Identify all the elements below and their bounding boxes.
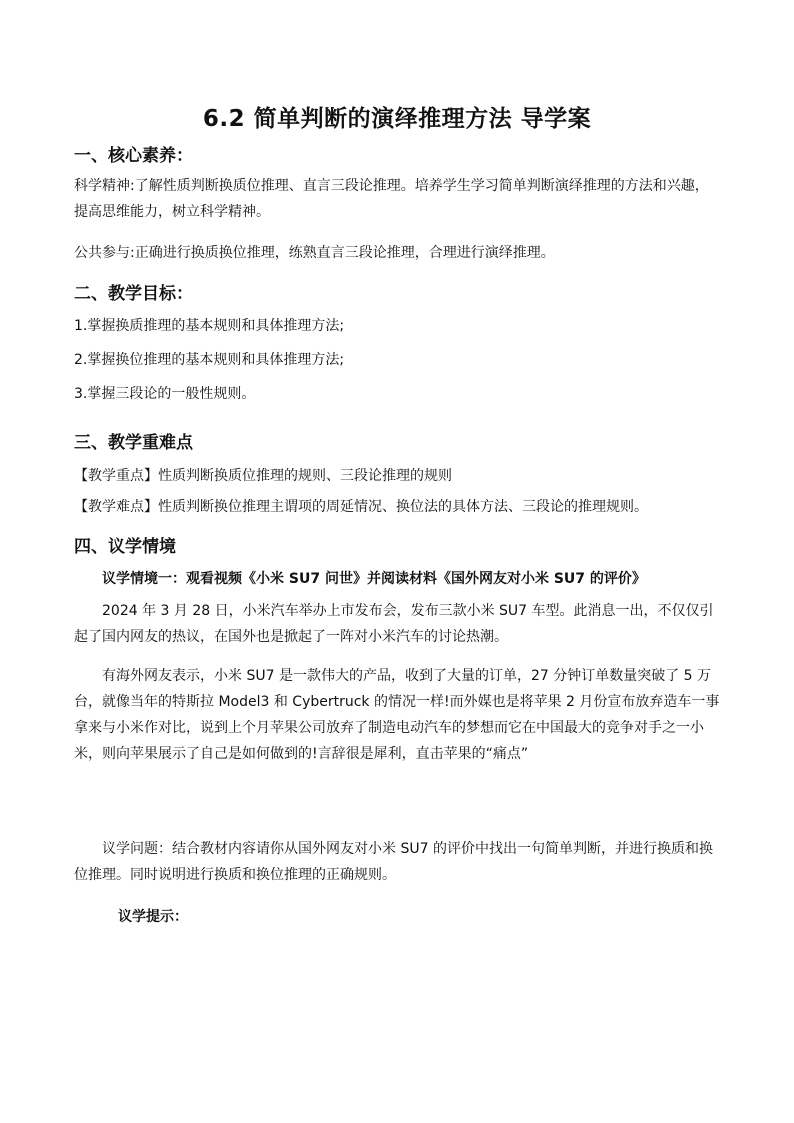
paragraph-public-participation: 公共参与:正确进行换质换位推理，练熟直言三段论推理，合理进行演绎推理。 — [74, 245, 555, 261]
section-heading-teaching-goals: 二、教学目标： — [74, 284, 193, 304]
paragraph-science-spirit: 科学精神:了解性质判断换质位推理、直言三段论推理。培养学生学习简单判断演绎推理的方法和兴趣，提高思维能力，树立科学精神。 — [74, 178, 709, 220]
teaching-difficult-point: 【教学难点】性质判断换位推理主谓项的周延情况、换位法的具体方法、三段论的推理规则。 — [74, 499, 648, 515]
goal-item-1: 1.掌握换质推理的基本规则和具体推理方法; — [74, 318, 345, 334]
scenario-paragraph-2: 有海外网友表示，小米 SU7 是一款伟大的产品，收到了大量的订单，27 分钟订单数量突破了 5 万台，就像当年的特斯拉 Model3 和 Cybertruck 的情况一样!而外媒也是将苹果 2 月份宣布放弃造车一事拿来与小米作对比，说到上个月苹果公司放弃了制造电动汽车的梦想而它在中国最大的竞争对手之一小米，则向苹果展示了自己是如何做到的!言辞很是犀利，直击苹果的“痛点” — [74, 668, 720, 762]
scenario-paragraph-1: 2024 年 3 月 28 日，小米汽车举办上市发布会，发布三款小米 SU7 车型。此消息一出，不仅仅引起了国内网友的热议，在国外也是掀起了一阵对小米汽车的讨论热潮。 — [74, 603, 714, 645]
goal-item-2: 2.掌握换位推理的基本规则和具体推理方法; — [74, 352, 345, 368]
section-heading-key-difficult: 三、教学重难点 — [74, 433, 193, 453]
section-heading-core-literacy: 一、核心素养： — [74, 146, 193, 166]
page-title: 6.2 简单判断的演绎推理方法 导学案 — [202, 106, 592, 132]
scenario-title: 议学情境一：观看视频《小米 SU7 问世》并阅读材料《国外网友对小米 SU7 的评价》 — [102, 571, 646, 587]
scenario-question: 议学问题：结合教材内容请你从国外网友对小米 SU7 的评价中找出一句简单判断，并进行换质和换位推理。同时说明进行换质和换位推理的正确规则。 — [74, 841, 713, 883]
goal-item-3: 3.掌握三段论的一般性规则。 — [74, 386, 256, 402]
teaching-key-point: 【教学重点】性质判断换质位推理的规则、三段论推理的规则 — [74, 468, 452, 484]
section-heading-scenario: 四、议学情境 — [74, 537, 176, 557]
scenario-hint-label: 议学提示： — [118, 909, 188, 925]
